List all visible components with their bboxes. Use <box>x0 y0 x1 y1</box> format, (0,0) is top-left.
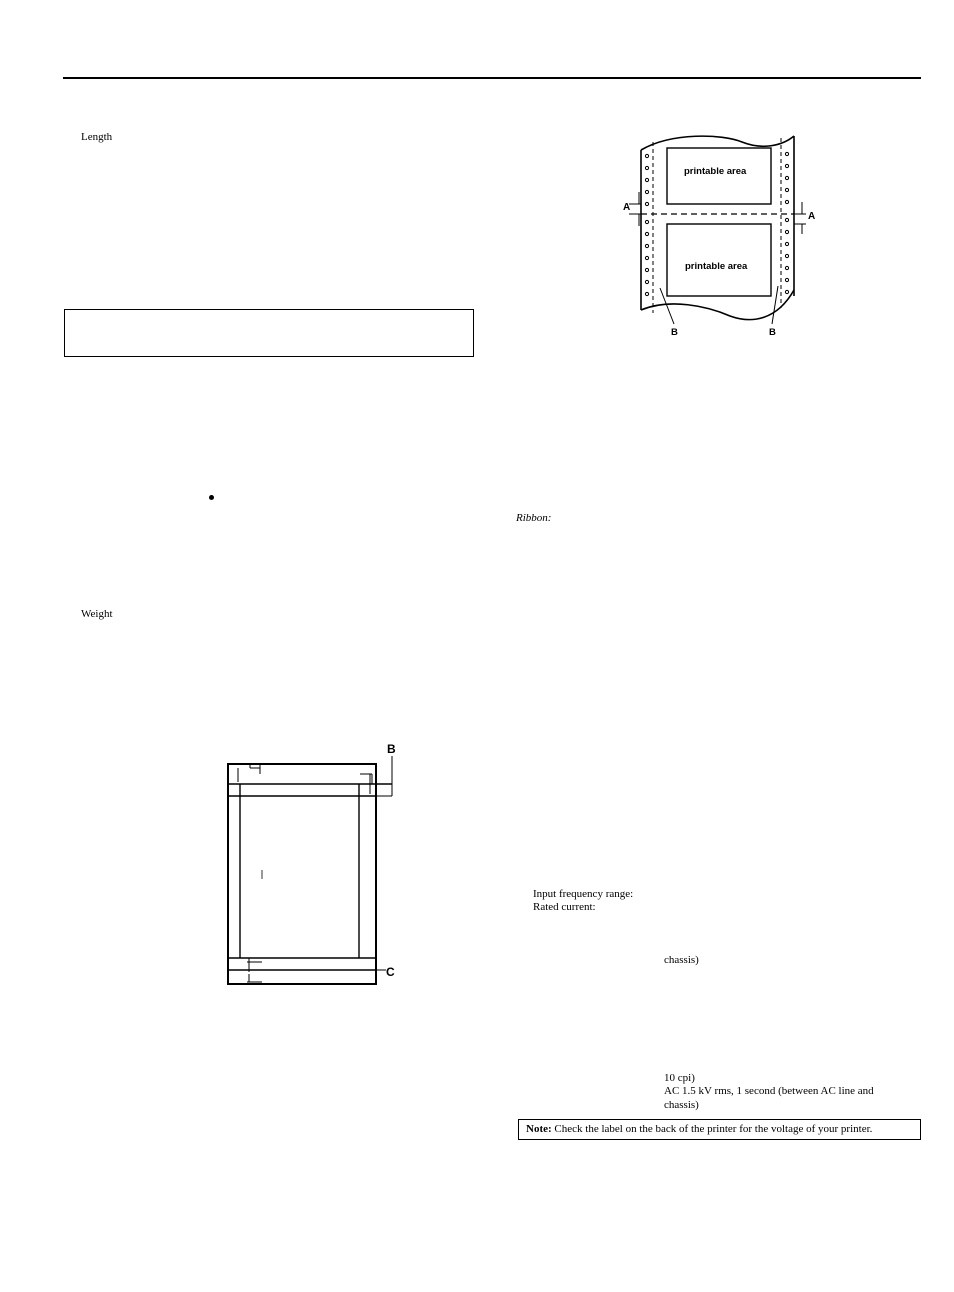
label-b-single: B <box>387 742 396 756</box>
label-b-right: B <box>769 327 776 338</box>
header-rule <box>63 77 921 79</box>
continuous-paper-diagram <box>612 128 822 340</box>
dielectric-line-2: chassis) <box>664 1099 699 1111</box>
chassis-fragment: chassis) <box>664 954 699 966</box>
cpi-fragment: 10 cpi) <box>664 1072 695 1084</box>
label-c-single: C <box>386 965 395 979</box>
bullet-dot <box>209 495 214 500</box>
dielectric-line-1: AC 1.5 kV rms, 1 second (between AC line and <box>664 1085 874 1097</box>
rated-current-label: Rated current: <box>533 901 596 913</box>
note-text: Check the label on the back of the printer for the voltage of your printer. <box>554 1123 873 1135</box>
printable-area-top: printable area <box>684 166 747 177</box>
note-label: Note: <box>526 1123 552 1135</box>
input-frequency-label: Input frequency range: <box>533 888 634 900</box>
label-a-left: A <box>623 202 631 213</box>
ribbon-label: Ribbon: <box>516 512 552 524</box>
label-b-left: B <box>671 327 678 338</box>
printable-area-bottom: printable area <box>685 261 748 272</box>
length-label: Length <box>81 131 113 143</box>
voltage-note-box <box>518 1119 921 1140</box>
weight-label: Weight <box>81 608 113 620</box>
label-a-right: A <box>808 211 816 222</box>
empty-notice-box <box>64 309 474 357</box>
single-sheet-margin-diagram <box>220 738 400 990</box>
